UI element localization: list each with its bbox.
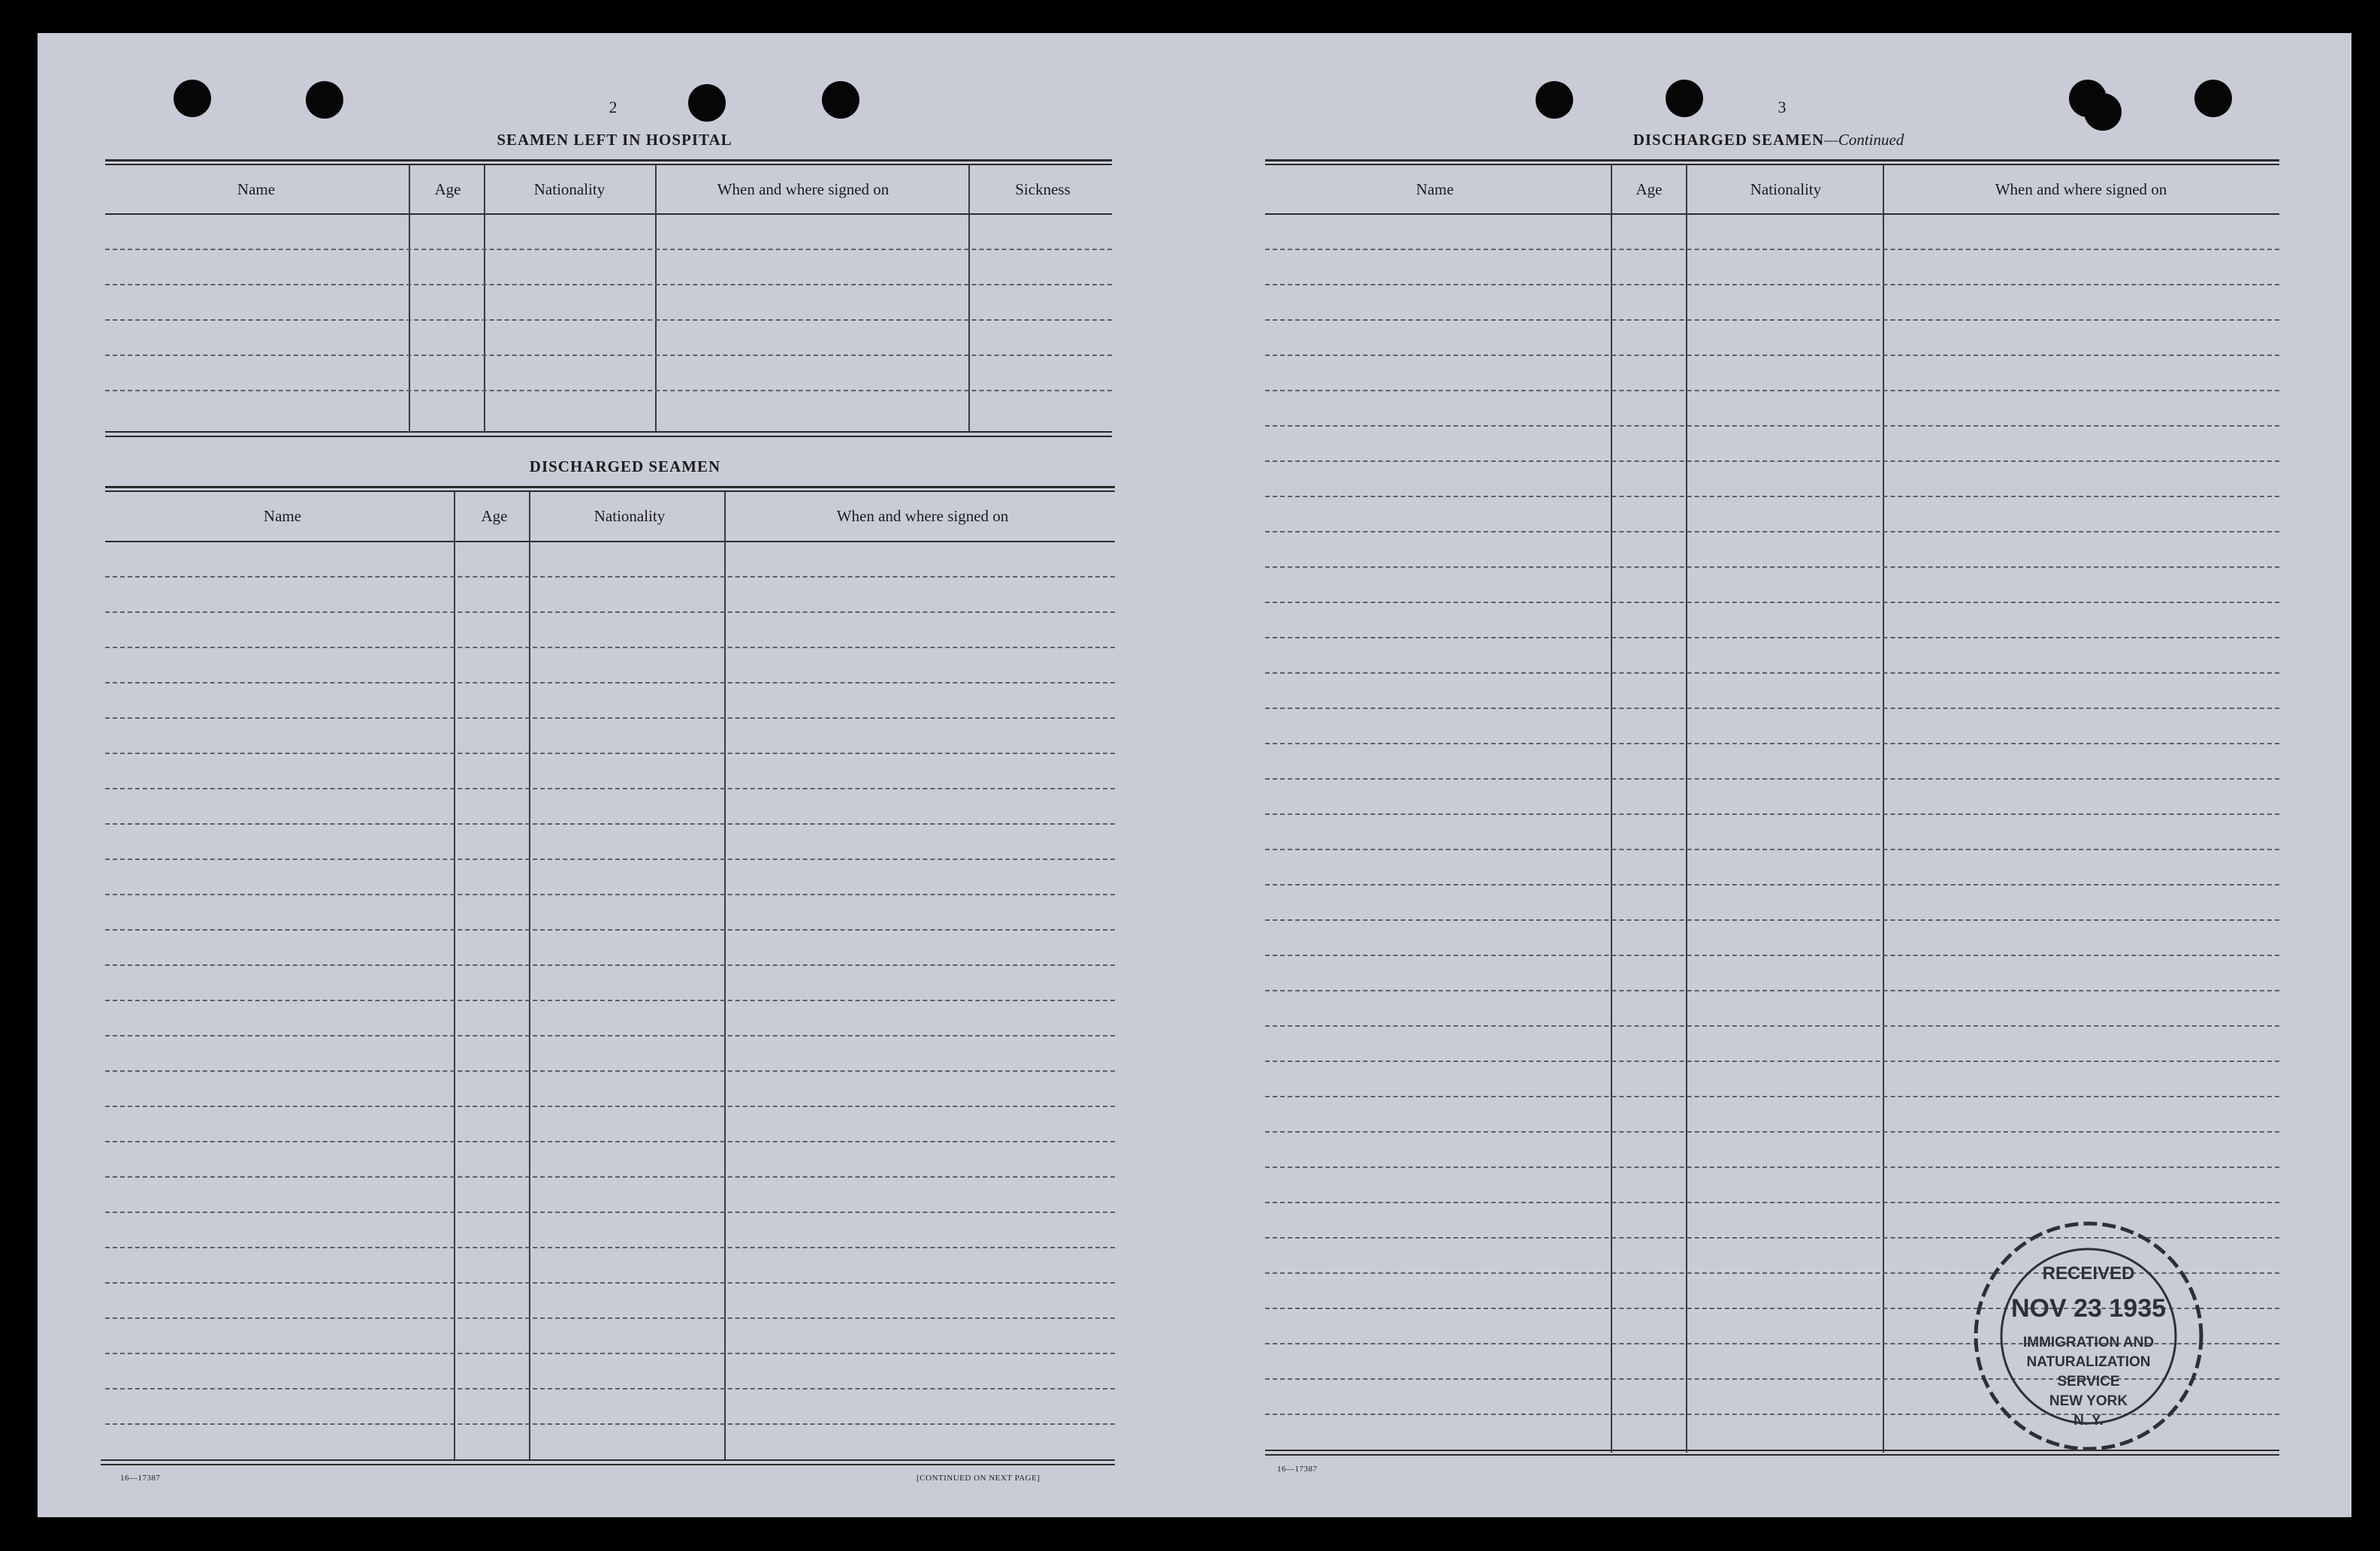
title-main: DISCHARGED SEAMEN xyxy=(1632,131,1825,149)
discharged-entry-line xyxy=(105,1212,1115,1213)
discharged-entry-line xyxy=(105,1035,1115,1037)
discharged-entry-line xyxy=(105,576,1115,578)
hospital-entry-line xyxy=(105,355,1112,356)
stamp-line-1: IMMIGRATION AND xyxy=(2022,1335,2155,1350)
discharged-entry-line xyxy=(105,1282,1115,1284)
discharged-entry-line xyxy=(105,1141,1115,1142)
right-entry-line xyxy=(1265,602,2279,603)
right-entry-line xyxy=(1265,249,2279,250)
hospital-entry-line xyxy=(105,284,1112,285)
discharged-entry-line xyxy=(105,717,1115,719)
discharged-col-divider xyxy=(529,492,530,1459)
discharged-col-divider xyxy=(454,492,455,1459)
right-entry-line xyxy=(1265,1025,2279,1027)
discharged-entry-line xyxy=(105,1423,1115,1425)
discharged-bottom-rule-2 xyxy=(101,1464,1115,1465)
discharged-entry-line xyxy=(105,1106,1115,1107)
discharged-entry-line xyxy=(105,1317,1115,1319)
right-col-name: Name xyxy=(1415,180,1454,198)
hospital-entry-line xyxy=(105,319,1112,321)
hospital-top-rule xyxy=(105,159,1112,161)
discharged-header-rule xyxy=(105,541,1115,542)
punch-hole xyxy=(688,84,726,122)
hospital-top-rule-2 xyxy=(105,164,1112,165)
right-entry-line xyxy=(1265,955,2279,956)
right-col-age: Age xyxy=(1635,180,1663,198)
right-entry-line xyxy=(1265,849,2279,850)
right-entry-line xyxy=(1265,884,2279,886)
right-top-rule-2 xyxy=(1265,164,2279,165)
discharged-bottom-rule xyxy=(101,1459,1115,1461)
hospital-bottom-rule xyxy=(105,431,1112,433)
discharged-col-name: Name xyxy=(263,507,302,525)
right-entry-line xyxy=(1265,319,2279,321)
hospital-col-sickness: Sickness xyxy=(1015,180,1071,198)
hospital-entry-line xyxy=(105,390,1112,391)
page-number-left: 2 xyxy=(609,98,618,116)
right-entry-line xyxy=(1265,1096,2279,1097)
right-entry-line xyxy=(1265,778,2279,780)
right-entry-line xyxy=(1265,284,2279,285)
hospital-header-rule xyxy=(105,213,1112,215)
continued-note: [CONTINUED ON NEXT PAGE] xyxy=(917,1474,1040,1483)
punch-hole xyxy=(306,81,343,119)
right-col-divider xyxy=(1883,165,1884,1453)
right-col-nationality: Nationality xyxy=(1750,180,1822,198)
discharged-entry-line xyxy=(105,788,1115,789)
hospital-col-age: Age xyxy=(434,180,461,198)
punch-hole xyxy=(1536,81,1573,119)
page-number-right: 3 xyxy=(1777,98,1787,116)
stamp-line-4: NEW YORK xyxy=(2049,1393,2128,1409)
discharged-col-divider xyxy=(724,492,726,1459)
discharged-continued-title xyxy=(1633,131,1904,149)
hospital-bottom-rule-2 xyxy=(105,436,1112,437)
punch-hole xyxy=(174,80,211,117)
discharged-entry-line xyxy=(105,1247,1115,1248)
discharged-entry-line xyxy=(105,1388,1115,1390)
hospital-col-divider xyxy=(968,165,970,433)
right-entry-line xyxy=(1265,813,2279,815)
received-stamp xyxy=(1968,1216,2209,1456)
right-entry-line xyxy=(1265,637,2279,638)
hospital-section-title: SEAMEN LEFT IN HOSPITAL xyxy=(497,131,732,149)
discharged-entry-line xyxy=(105,823,1115,825)
right-header-rule xyxy=(1265,213,2279,215)
stamp-date: NOV 23 1935 xyxy=(2010,1294,2167,1323)
right-entry-line xyxy=(1265,355,2279,356)
hospital-col-divider xyxy=(484,165,485,433)
right-entry-line xyxy=(1265,425,2279,427)
right-entry-line xyxy=(1265,1131,2279,1133)
discharged-entry-line xyxy=(105,964,1115,966)
right-entry-line xyxy=(1265,496,2279,497)
discharged-entry-line xyxy=(105,1000,1115,1001)
hospital-col-signed-on: When and where signed on xyxy=(717,180,889,198)
right-entry-line xyxy=(1265,919,2279,921)
discharged-entry-line xyxy=(105,682,1115,683)
stamp-line-2: NATURALIZATION xyxy=(2026,1354,2151,1370)
stamp-line-3: SERVICE xyxy=(2057,1374,2120,1390)
form-number-left: 16—17387 xyxy=(120,1474,161,1483)
discharged-entry-line xyxy=(105,894,1115,895)
punch-hole xyxy=(1666,80,1703,117)
discharged-entry-line xyxy=(105,1353,1115,1354)
right-entry-line xyxy=(1265,672,2279,674)
right-entry-line xyxy=(1265,708,2279,709)
right-entry-line xyxy=(1265,1202,2279,1203)
discharged-entry-line xyxy=(105,647,1115,648)
punch-hole xyxy=(822,81,859,119)
hospital-entry-line xyxy=(105,249,1112,250)
hospital-col-divider xyxy=(409,165,410,433)
right-col-signed-on: When and where signed on xyxy=(1995,180,2167,198)
title-suffix: —Continued xyxy=(1824,131,1904,149)
discharged-entry-line xyxy=(105,1070,1115,1072)
discharged-col-signed-on: When and where signed on xyxy=(836,507,1009,525)
right-entry-line xyxy=(1265,1166,2279,1168)
punch-hole xyxy=(2084,93,2122,131)
hospital-col-divider xyxy=(655,165,657,433)
form-number-right: 16—17387 xyxy=(1277,1465,1318,1474)
right-top-rule xyxy=(1265,159,2279,161)
right-col-divider xyxy=(1686,165,1687,1453)
right-entry-line xyxy=(1265,460,2279,462)
hospital-col-name: Name xyxy=(237,180,276,198)
hospital-col-nationality: Nationality xyxy=(533,180,606,198)
right-entry-line xyxy=(1265,390,2279,391)
discharged-entry-line xyxy=(105,929,1115,931)
discharged-entry-line xyxy=(105,753,1115,754)
discharged-entry-line xyxy=(105,858,1115,860)
right-entry-line xyxy=(1265,531,2279,533)
stamp-received: RECEIVED xyxy=(2042,1263,2135,1284)
discharged-top-rule-2 xyxy=(105,490,1115,492)
stamp-line-5: N. Y. xyxy=(2073,1413,2104,1429)
discharged-col-nationality: Nationality xyxy=(593,507,666,525)
discharged-entry-line xyxy=(105,1176,1115,1178)
punch-hole xyxy=(2194,80,2232,117)
discharged-col-age: Age xyxy=(481,507,508,525)
right-entry-line xyxy=(1265,743,2279,744)
right-col-divider xyxy=(1611,165,1612,1453)
right-entry-line xyxy=(1265,1061,2279,1062)
right-entry-line xyxy=(1265,990,2279,991)
discharged-top-rule xyxy=(105,486,1115,488)
discharged-entry-line xyxy=(105,611,1115,613)
document-sheet xyxy=(38,33,2351,1517)
right-entry-line xyxy=(1265,566,2279,568)
discharged-section-title: DISCHARGED SEAMEN xyxy=(529,457,721,475)
